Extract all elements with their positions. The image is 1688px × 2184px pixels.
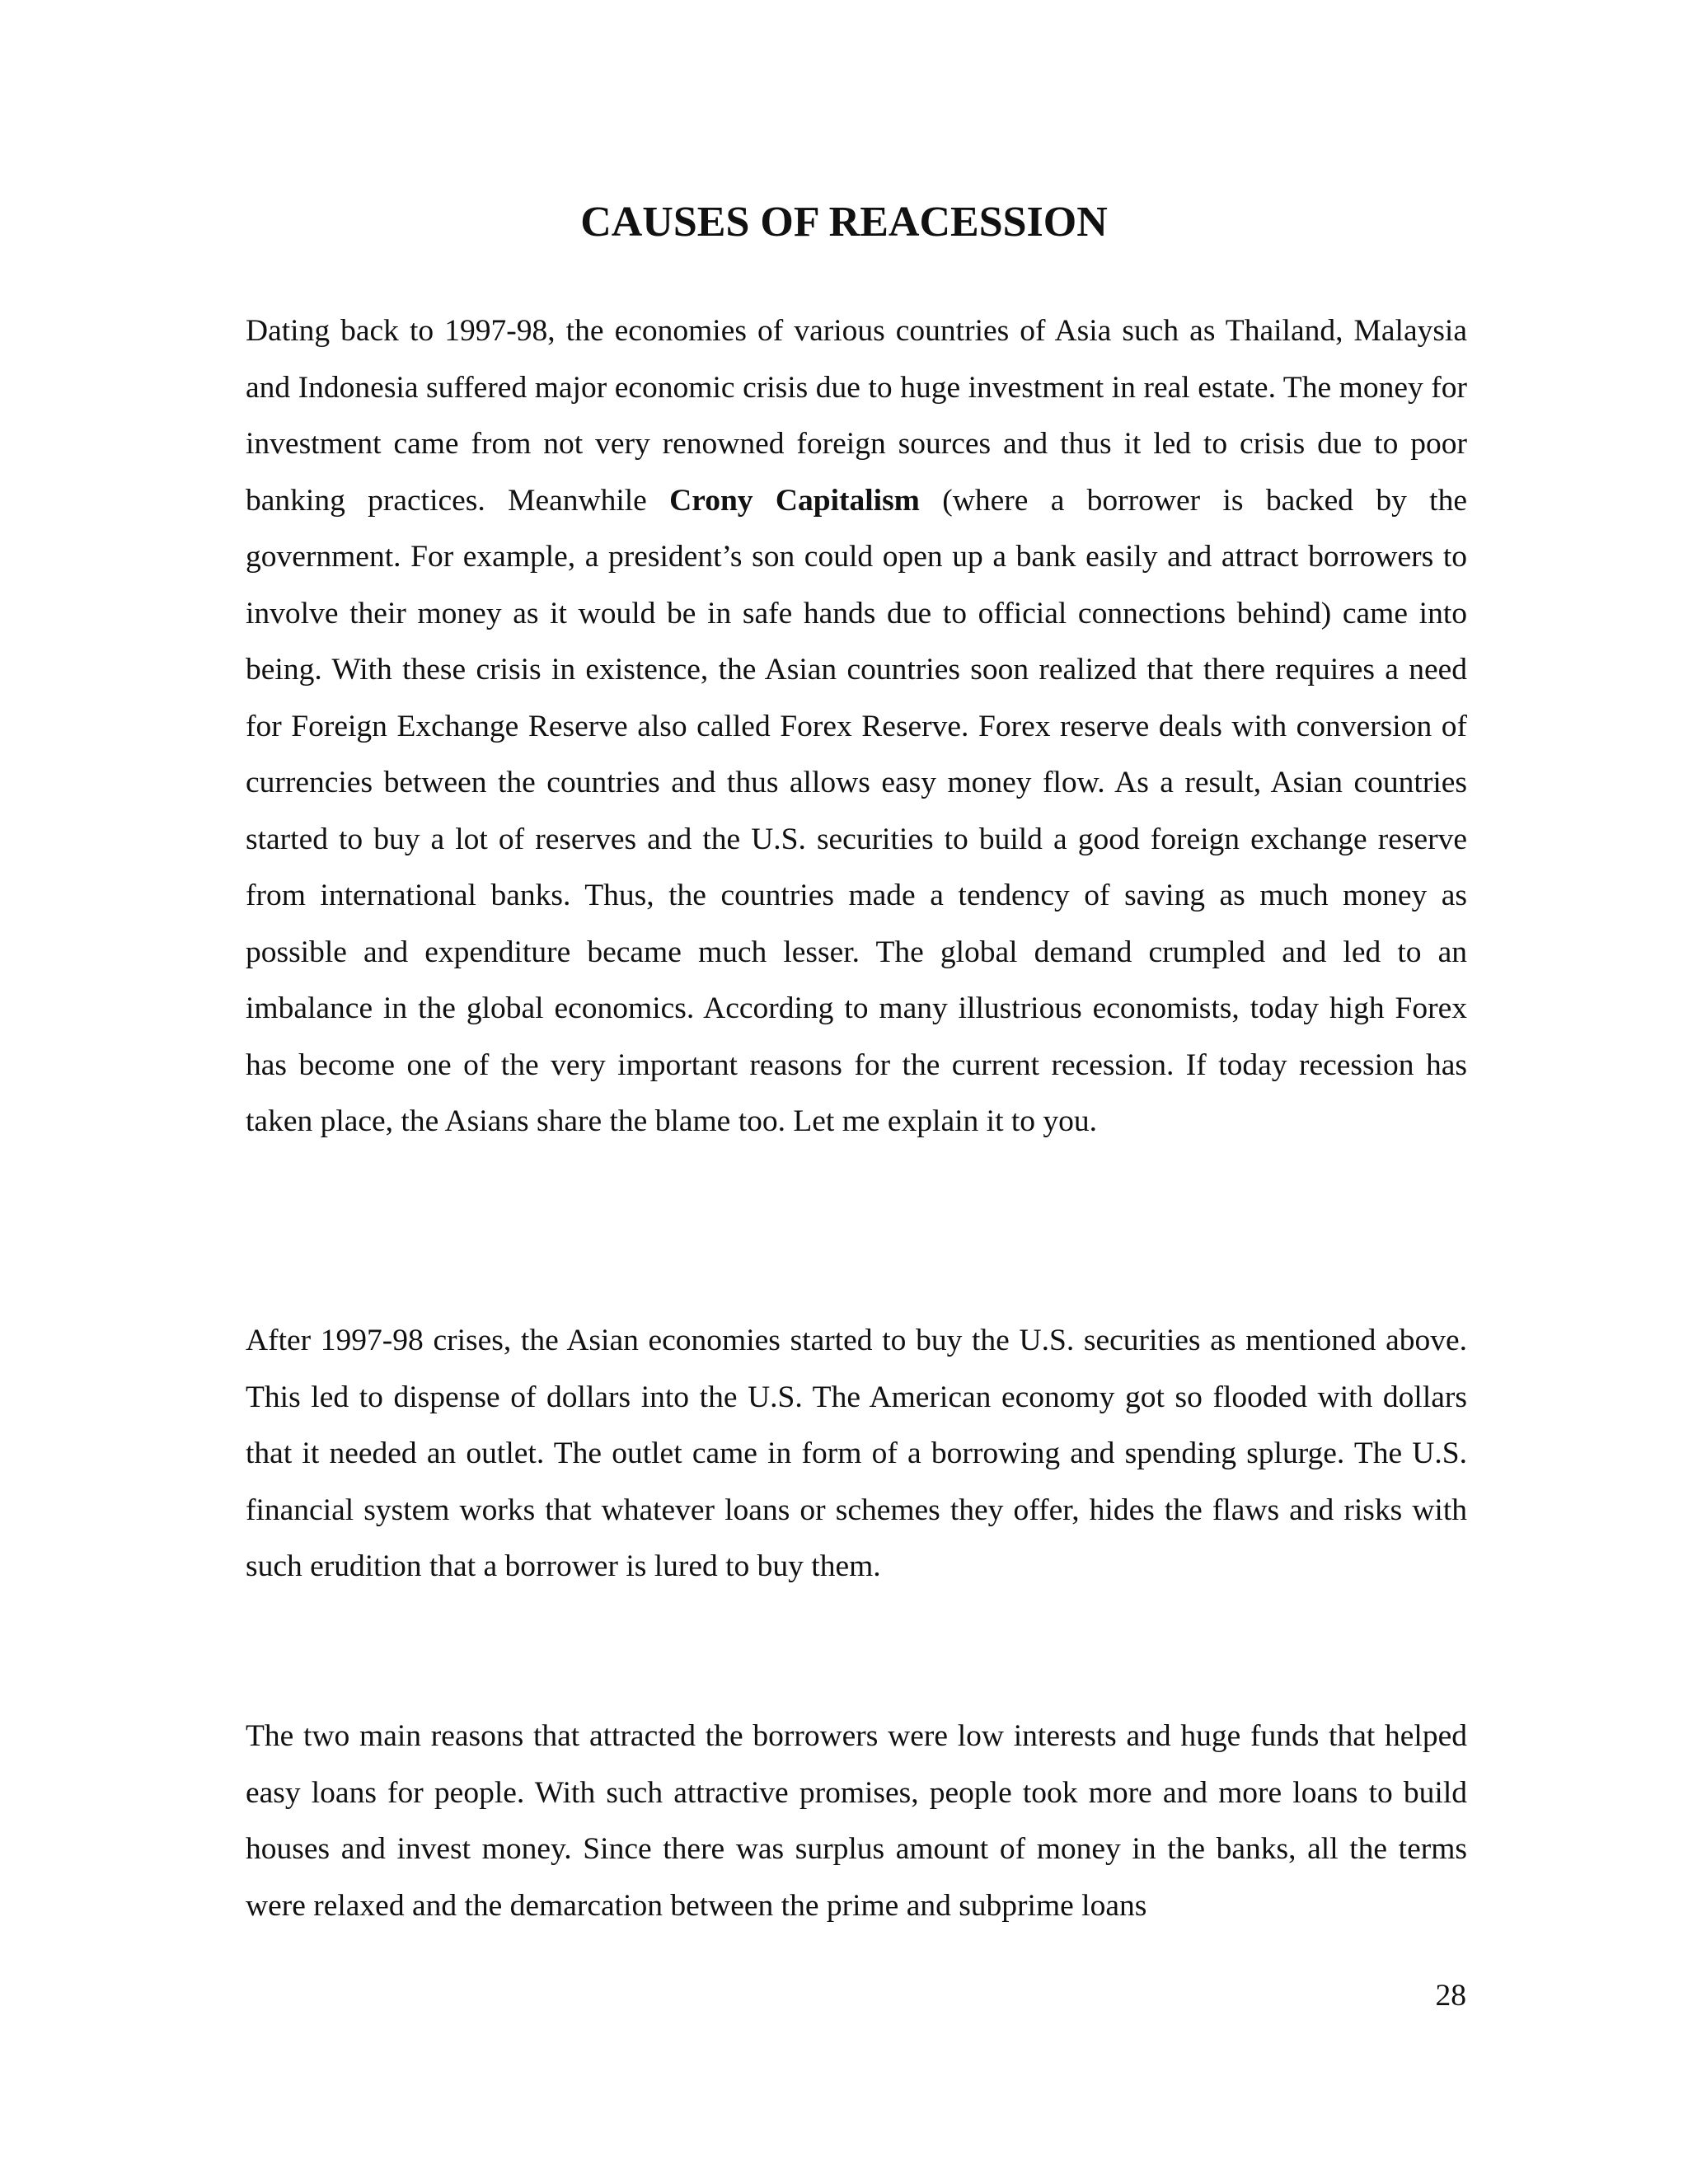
body-paragraph-3: The two main reasons that attracted the borrowers were low interests and huge funds that helped easy loans for people. With such attractive promises, people took more and more loans to build houses and invest money. Since there was surplus amount of money in the banks, all the terms were relaxed and the demarcation between the prime and subprime loans bbox=[246, 1719, 1467, 1923]
body-paragraph-2: After 1997-98 crises, the Asian economies started to buy the U.S. securities as mentioned above. This led to dispense of dollars into the U.S. The American economy got so flooded with dollars that it needed an outlet. The outlet came in form of a borrowing and spending splurge. The U.S. financial system works that whatever loans or schemes they offer, hides the flaws and risks with such erudition that a borrower is lured to buy them. bbox=[246, 1324, 1467, 1583]
bold-term-crony-capitalism: Crony Capitalism bbox=[669, 483, 920, 518]
paragraph-1-text-start: Dating back to 1997-98, the economies of various countries of Asia such as Thailand, Malaysia and Indonesia suffered major economic crisis due to huge investment in real estate. The money for investment came from not very renowned foreign sources and thus it led to crisis due to poor banking practices. Meanwhile bbox=[246, 314, 1467, 518]
page-number: 28 bbox=[1435, 1979, 1466, 2013]
page-title: CAUSES OF REACESSION bbox=[580, 199, 1108, 246]
paragraph-1-text-end: (where a borrower is backed by the government. For example, a president’s son could open up a bank easily and attract borrowers to involve their money as it would be in safe hands due to official connections behind) came into being. With these crisis in existence, the Asian countries soon realized that there requires a need for Foreign Exchange Reserve also called Forex Reserve. Forex reserve deals with conversion of currencies between the countries and thus allows easy money flow. As a result, Asian countries started to buy a lot of reserves and the U.S. securities to build a good foreign exchange reserve from international banks. Thus, the countries made a tendency of saving as much money as possible and expenditure became much lesser. The global demand crumpled and led to an imbalance in the global economics. According to many illustrious economists, today high Forex has become one of the very important reasons for the current recession. If today recession has taken place, the Asians share the blame too. Let me explain it to you. bbox=[246, 483, 1467, 1138]
body-paragraph-1 bbox=[246, 303, 1467, 1151]
